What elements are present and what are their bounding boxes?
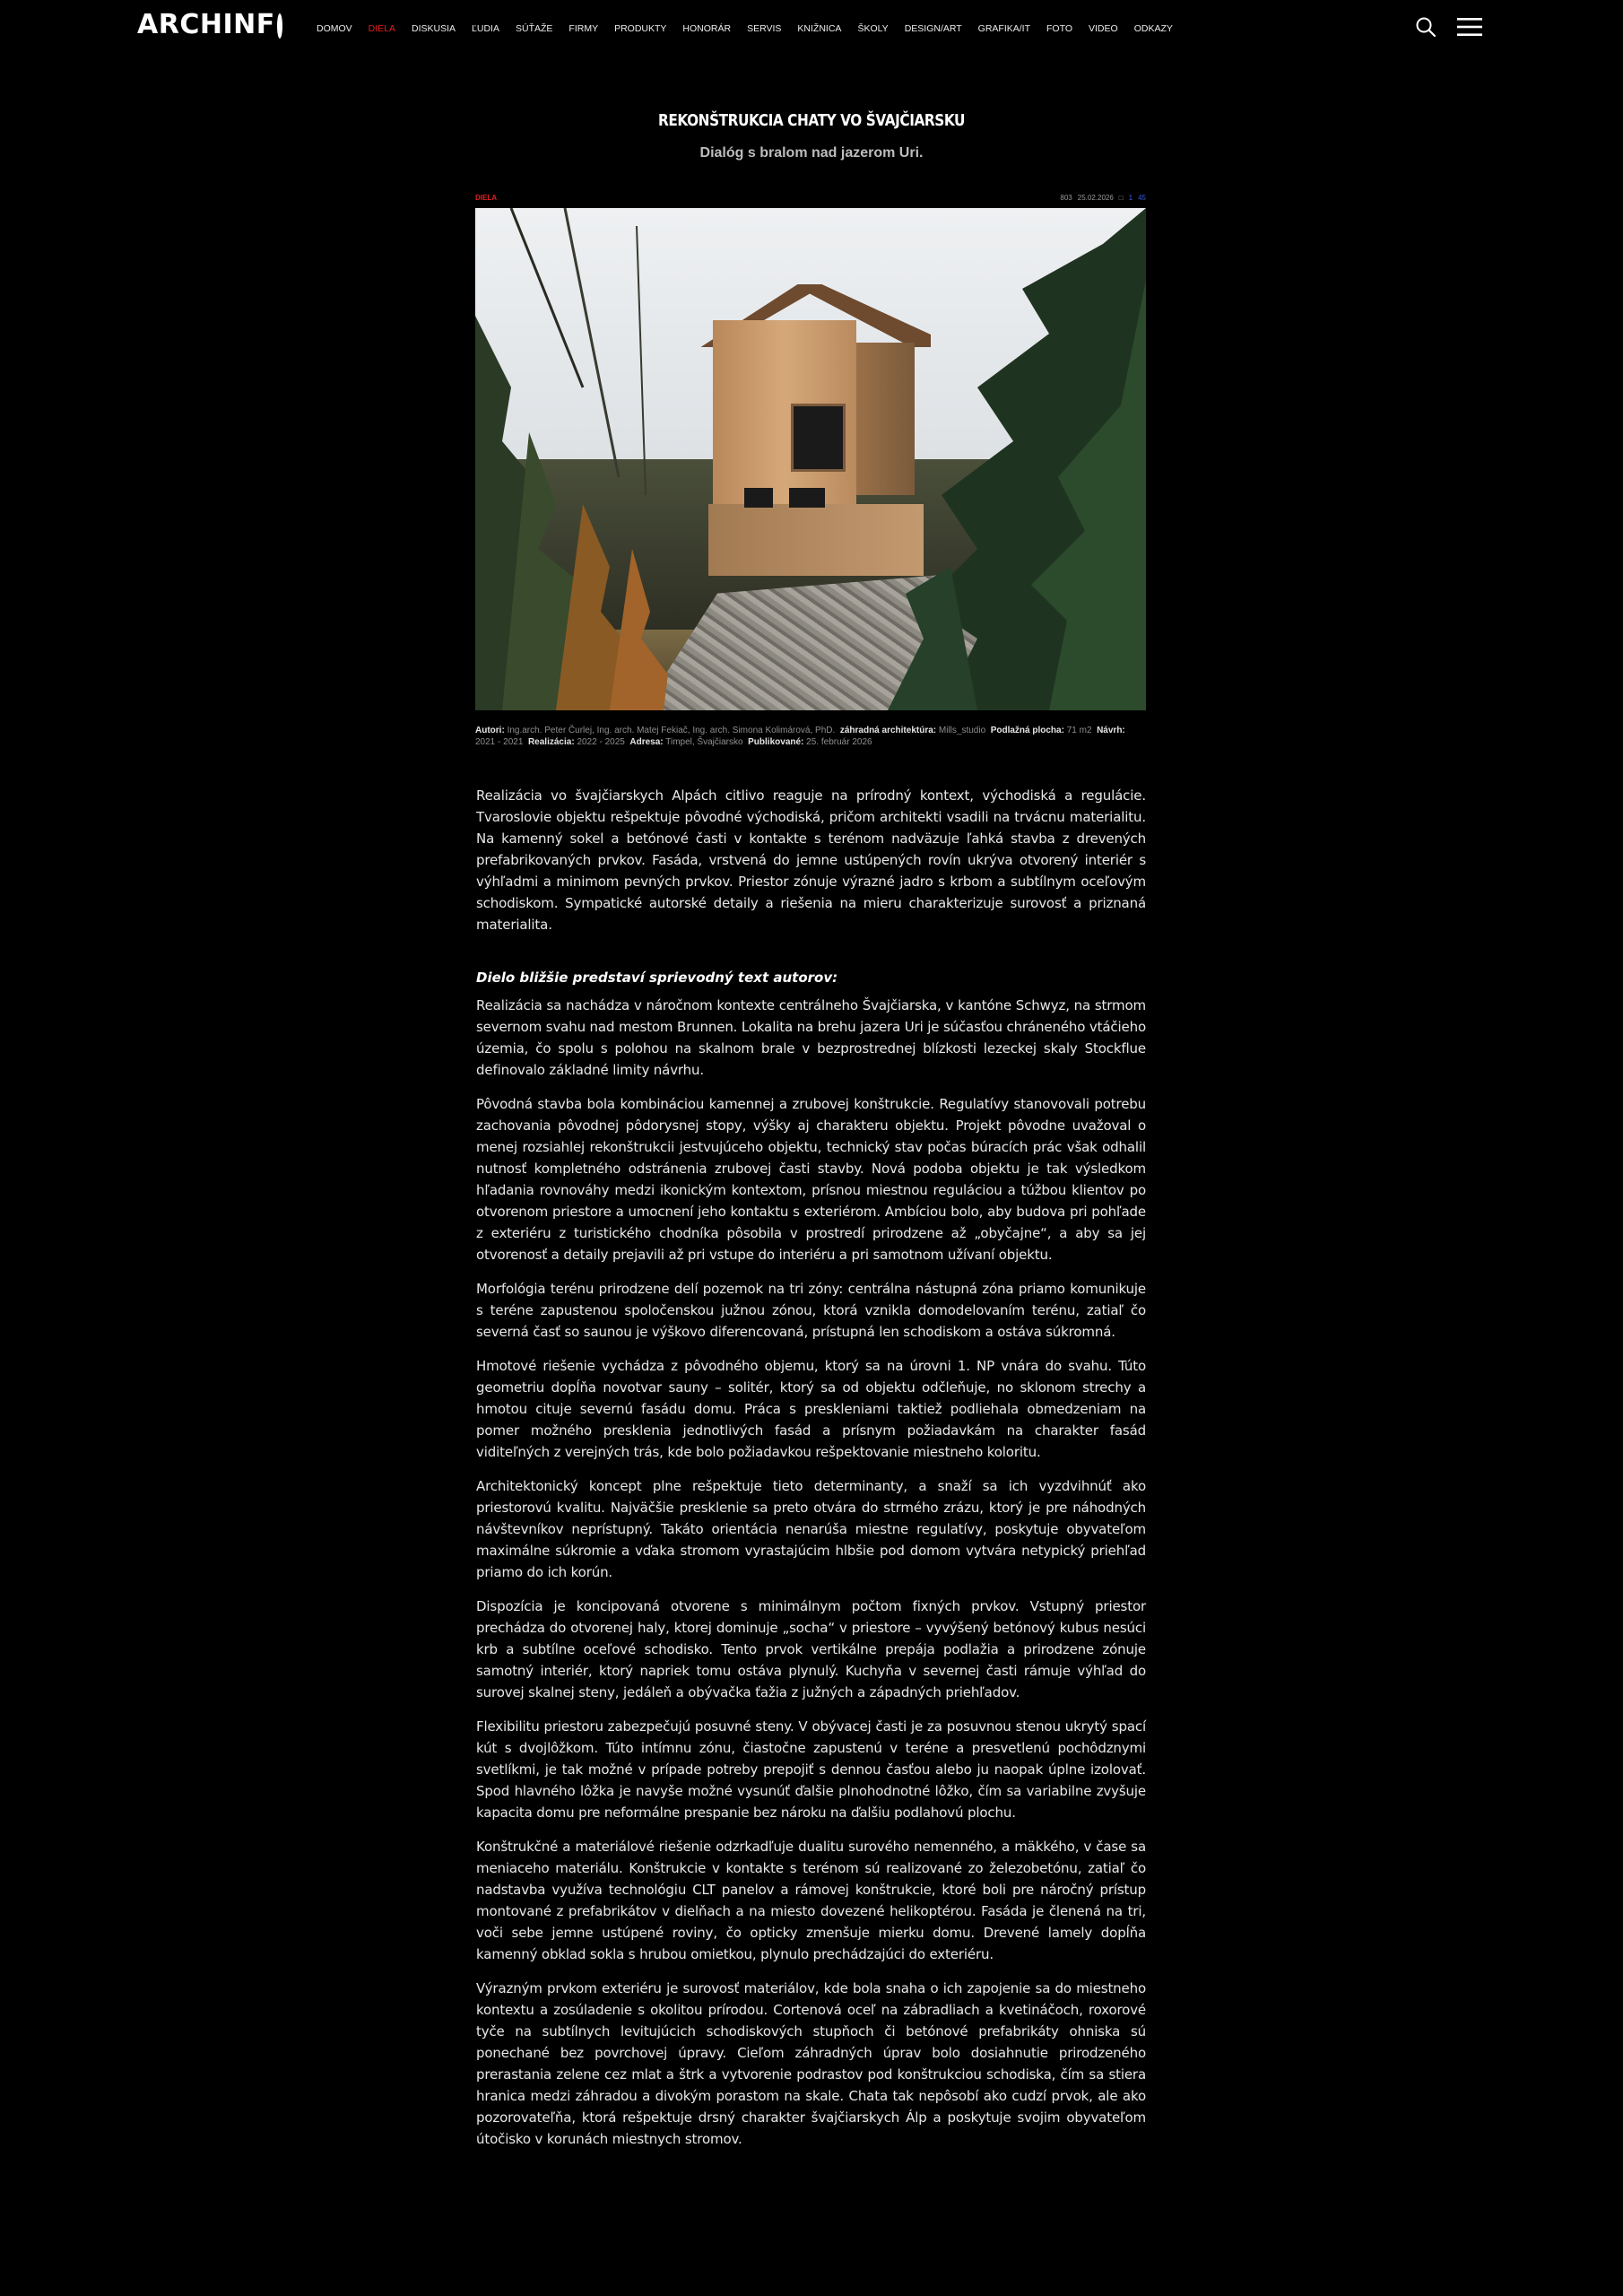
nav-item-domov[interactable]: DOMOV xyxy=(317,23,352,34)
credit-value-published: 25. február 2026 xyxy=(806,737,872,747)
article-paragraph: Výrazným prvkom exteriéru je surovosť materiálov, kde bola snaha o ich zapojenie sa do miestneho kontextu a zosúladenie s okolitou prírodou. Cortenová oceľ na zábradliach a kvetináčoch, roxorové tyče na subtílnych levitujúcich schodiskových stupňoch či betónové prefabrikáty ohniska sú ponechané bez povrchovej úpravy. Cieľom záhradných úprav bolo dosiahnutie prirodzeného prerastania zelene cez mlat a štrk a vytvorenie podrastov pod konštrukciou schodiska, čím sa stiera hranica medzi záhradou a divokým porastom na skale. Chata tak nepôsobí ako cudzí prvok, ale ako pozorovateľňa, ktorá rešpektuje drsný charakter švajčiarskych Álp a poskytuje svojim obyvateľom útočisko v korunách miestnych stromov. xyxy=(476,1980,1146,2147)
article-title: REKONŠTRUKCIA CHATY VO ŠVAJČIARSKU xyxy=(657,111,966,130)
article-body xyxy=(476,785,1146,2162)
photo-trees xyxy=(475,208,1146,710)
credit-label: záhradná architektúra: xyxy=(839,726,937,735)
main-nav xyxy=(317,23,1173,34)
nav-item-kniznica[interactable]: KNIŽNICA xyxy=(797,23,842,34)
nav-item-sutaze[interactable]: SÚŤAŽE xyxy=(515,23,553,34)
nav-item-firmy[interactable]: FIRMY xyxy=(568,23,599,34)
credit-value-area: 71 m2 xyxy=(1066,726,1092,735)
credit-label: Autori: xyxy=(475,726,505,735)
credit-label: Adresa: xyxy=(629,737,664,747)
credit-value-realization: 2022 - 2025 xyxy=(577,737,625,747)
top-header xyxy=(0,0,1623,54)
nav-item-video[interactable]: VIDEO xyxy=(1089,23,1118,34)
article-paragraph: Dispozícia je koncipovaná otvorene s minimálnym počtom fixných prvkov. Vstupný priestor prechádza do otvorenej haly, ktorej dominuje „socha“ v priestore – vyvýšený betónový kubus nesúci krb a subtílne oceľové schodisko. Tento prvok vertikálne prepája podlažia a prirodzene zónuje samotný interiér, ktorý napriek tomu ostáva plynulý. Kuchyňa v severnej časti rámuje výhľad do surovej skalnej steny, jedáleň a obývačka ťažia z južných a západných priehľadov. xyxy=(476,1598,1146,1700)
credit-value-landscape[interactable]: Mills_studio xyxy=(938,726,986,735)
article-paragraph: Morfológia terénu prirodzene delí pozemok na tri zóny: centrálna nástupná zóna priamo komunikuje s teréne zapustenou spoločenskou južnou zónou, ktorá vznikla domodelovaním terénu, zatiaľ čo severná časť so saunou je výškovo diferencovaná, prístupná len schodiskom a ostáva súkromná. xyxy=(476,1281,1146,1340)
article-paragraph: Realizácia sa nachádza v náročnom kontexte centrálneho Švajčiarska, v kantóne Schwyz, na strmom severnom svahu nad mestom Brunnen. Lokalita na brehu jazera Uri je súčasťou chráneného vtáčieho územia, čo spolu s polohou na skalnom brale v bezprostrednej blízkosti lezeckej skaly Stockflue definovalo základné limity návrhu. xyxy=(476,997,1146,1078)
nav-item-produkty[interactable]: PRODUKTY xyxy=(614,23,667,34)
credit-value-address: Timpel, Švajčiarsko xyxy=(665,737,743,747)
nav-item-odkazy[interactable]: ODKAZY xyxy=(1133,23,1173,34)
article-stats xyxy=(1060,194,1146,202)
article-paragraph: Hmotové riešenie vychádza z pôvodného objemu, ktorý sa na úrovni 1. NP vnára do svahu. Túto geometriu dopĺňa novotvar sauny – solitér, ktorý sa od objektu odčleňuje, no sklonom strechy a hmotou cituje severnú fasádu domu. Práca s preskleniami taktiež podliehala obmedzeniam na pomer možného presklenia jednotlivých fasád a prísnym požiadavkám na charakter fasád viditeľných z verejných trás, kde bolo požiadavkou rešpektovanie miestneho koloritu. xyxy=(476,1358,1146,1460)
archinfo-logo[interactable] xyxy=(137,9,281,41)
credit-label: Návrh: xyxy=(1097,726,1125,735)
nav-item-servis[interactable]: SERVIS xyxy=(747,23,782,34)
hamburger-menu-icon[interactable] xyxy=(1457,16,1482,38)
comment-count[interactable]: 1 xyxy=(1128,194,1133,202)
article-paragraph: Flexibilitu priestoru zabezpečujú posuvné steny. V obývacej časti je za posuvnou stenou ukrytý spací kút s dvojlôžkom. Túto intímnu zónu, čiastočne zapustenú v teréne a presvetlenú pochôdznymi svetlíkmi, je tak možné v prípade potreby prepojiť s dennou časťou alebo ju naopak úplne izolovať. Spod hlavného lôžka je navyše možné vysunúť ďalšie plnohodnotné lôžko, čím sa variabilne zvyšuje kapacita domu pre neformálne prespanie bez nároku na ďalšiu podlahovú plochu. xyxy=(476,1718,1146,1821)
section-heading: Dielo bližšie predstaví sprievodný text autorov: xyxy=(476,970,838,986)
logo-text: ARCHINF xyxy=(137,9,275,40)
credit-label: Podlažná plocha: xyxy=(990,726,1064,735)
category-tag[interactable]: DIELA xyxy=(475,194,497,202)
article-paragraph: Pôvodná stavba bola kombináciou kamennej a zrubovej konštrukcie. Regulatívy stanovovali potrebu zachovania pôvodnej pôdorysnej stopy, výšky aj charakteru objektu. Projekt pôvodne uvažoval o menej rozsiahlej rekonštrukcii jestvujúceho objektu, technický stav počas búracích prác však odhalil nutnosť kompletného odstránenia zrubovej časti stavby. Nová podoba objektu je tak výsledkom hľadania rovnováhy medzi ikonickým kontextom, prísnou miestnou reguláciou a túžbou klientov po otvorenom priestore a umocnení jeho kontaktu s exteriérom. Ambíciou bolo, aby budova pri pohľade z exteriéru z turistického chodníka pôsobila v prostredí prirodzene až „obyčajne“, a aby sa jej otvorenosť a detaily prejavili až pri vstupe do interiéru a pri samotnom užívaní objektu. xyxy=(476,1096,1146,1263)
views-count: 803 xyxy=(1060,194,1072,202)
article-subtitle: Dialóg s bralom nad jazerom Uri. xyxy=(699,145,924,161)
nav-item-ludia[interactable]: ĽUDIA xyxy=(472,23,499,34)
article-meta-row xyxy=(475,194,1146,204)
credit-label: Publikované: xyxy=(748,737,804,747)
extra-count[interactable]: 45 xyxy=(1138,194,1146,202)
publish-date: 25.02.2026 xyxy=(1077,194,1114,202)
article-main-photo[interactable] xyxy=(475,208,1146,710)
nav-item-grafika-it[interactable]: GRAFIKA/IT xyxy=(977,23,1031,34)
search-icon[interactable] xyxy=(1415,16,1436,38)
credit-value-design: 2021 - 2021 xyxy=(475,737,524,747)
nav-item-diela[interactable]: DIELA xyxy=(368,23,396,34)
nav-item-foto[interactable]: FOTO xyxy=(1046,23,1072,34)
nav-item-design-art[interactable]: DESIGN/ART xyxy=(904,23,962,34)
project-credits xyxy=(475,725,1146,748)
logo-o-icon xyxy=(277,13,282,39)
article-lead: Realizácia vo švajčiarskych Alpách citlivo reaguje na prírodný kontext, východiská a regulácie. Tvaroslovie objektu rešpektuje pôvodné východiská, pričom architekti vsadili na trvácnu materialitu. Na kamenný sokel a betónové časti v kontakte s terénom nadväzuje ľahká stavba z drevených prefabrikovaných prvkov. Fasáda, vrstvená do jemne ustúpených rovín ukrýva otvorený interiér s výhľadmi a minimom pevných prvkov. Priestor zónuje výrazné jadro s krbom a subtílnym oceľovým schodiskom. Sympatické autorské detaily a riešenia na mieru charakterizuje surovosť a priznaná materialita. xyxy=(476,787,1146,933)
nav-item-skoly[interactable]: ŠKOLY xyxy=(857,23,889,34)
comment-icon[interactable]: □ xyxy=(1118,194,1124,202)
article-paragraph: Architektonický koncept plne rešpektuje tieto determinanty, a snaží sa ich vyzdvihnúť ako priestorovú kvalitu. Najväčšie presklenie sa preto otvára do strmého zrázu, ktorý je pre náhodných návštevníkov neprístupný. Takáto orientácia nenarúša miestne regulatívy, poskytuje obyvateľom maximálne súkromie a vďaka stromom vyrastajúcim hlbšie pod domom vytvára netypický priehľad priamo do ich korún. xyxy=(476,1478,1146,1580)
credit-value-authors: Ing.arch. Peter Čurlej, Ing. arch. Matej Fekiač, Ing. arch. Simona Kolimárová, PhD. xyxy=(507,726,836,735)
nav-item-honorar[interactable]: HONORÁR xyxy=(682,23,732,34)
nav-item-diskusia[interactable]: DISKUSIA xyxy=(412,23,456,34)
article-paragraph: Konštrukčné a materiálové riešenie odzrkadľuje dualitu surového nemenného, a mäkkého, v čase sa meniaceho materiálu. Konštrukcie v kontakte s terénom sú realizované zo železobetónu, zatiaľ čo nadstavba využíva technológiu CLT panelov a rámovej konštrukcie, ktoré boli pre náročný prístup montované z prefabrikátov v dielňach a na miesto dovezené helikoptérou. Fasáda je členená na tri, voči sebe jemne ustúpené roviny, čo opticky zmenšuje mierku domu. Drevené lamely dopĺňa kamenný obklad sokla s hrubou omietkou, plynulo prechádzajúci do exteriéru. xyxy=(476,1839,1146,1962)
credit-label: Realizácia: xyxy=(527,737,575,747)
